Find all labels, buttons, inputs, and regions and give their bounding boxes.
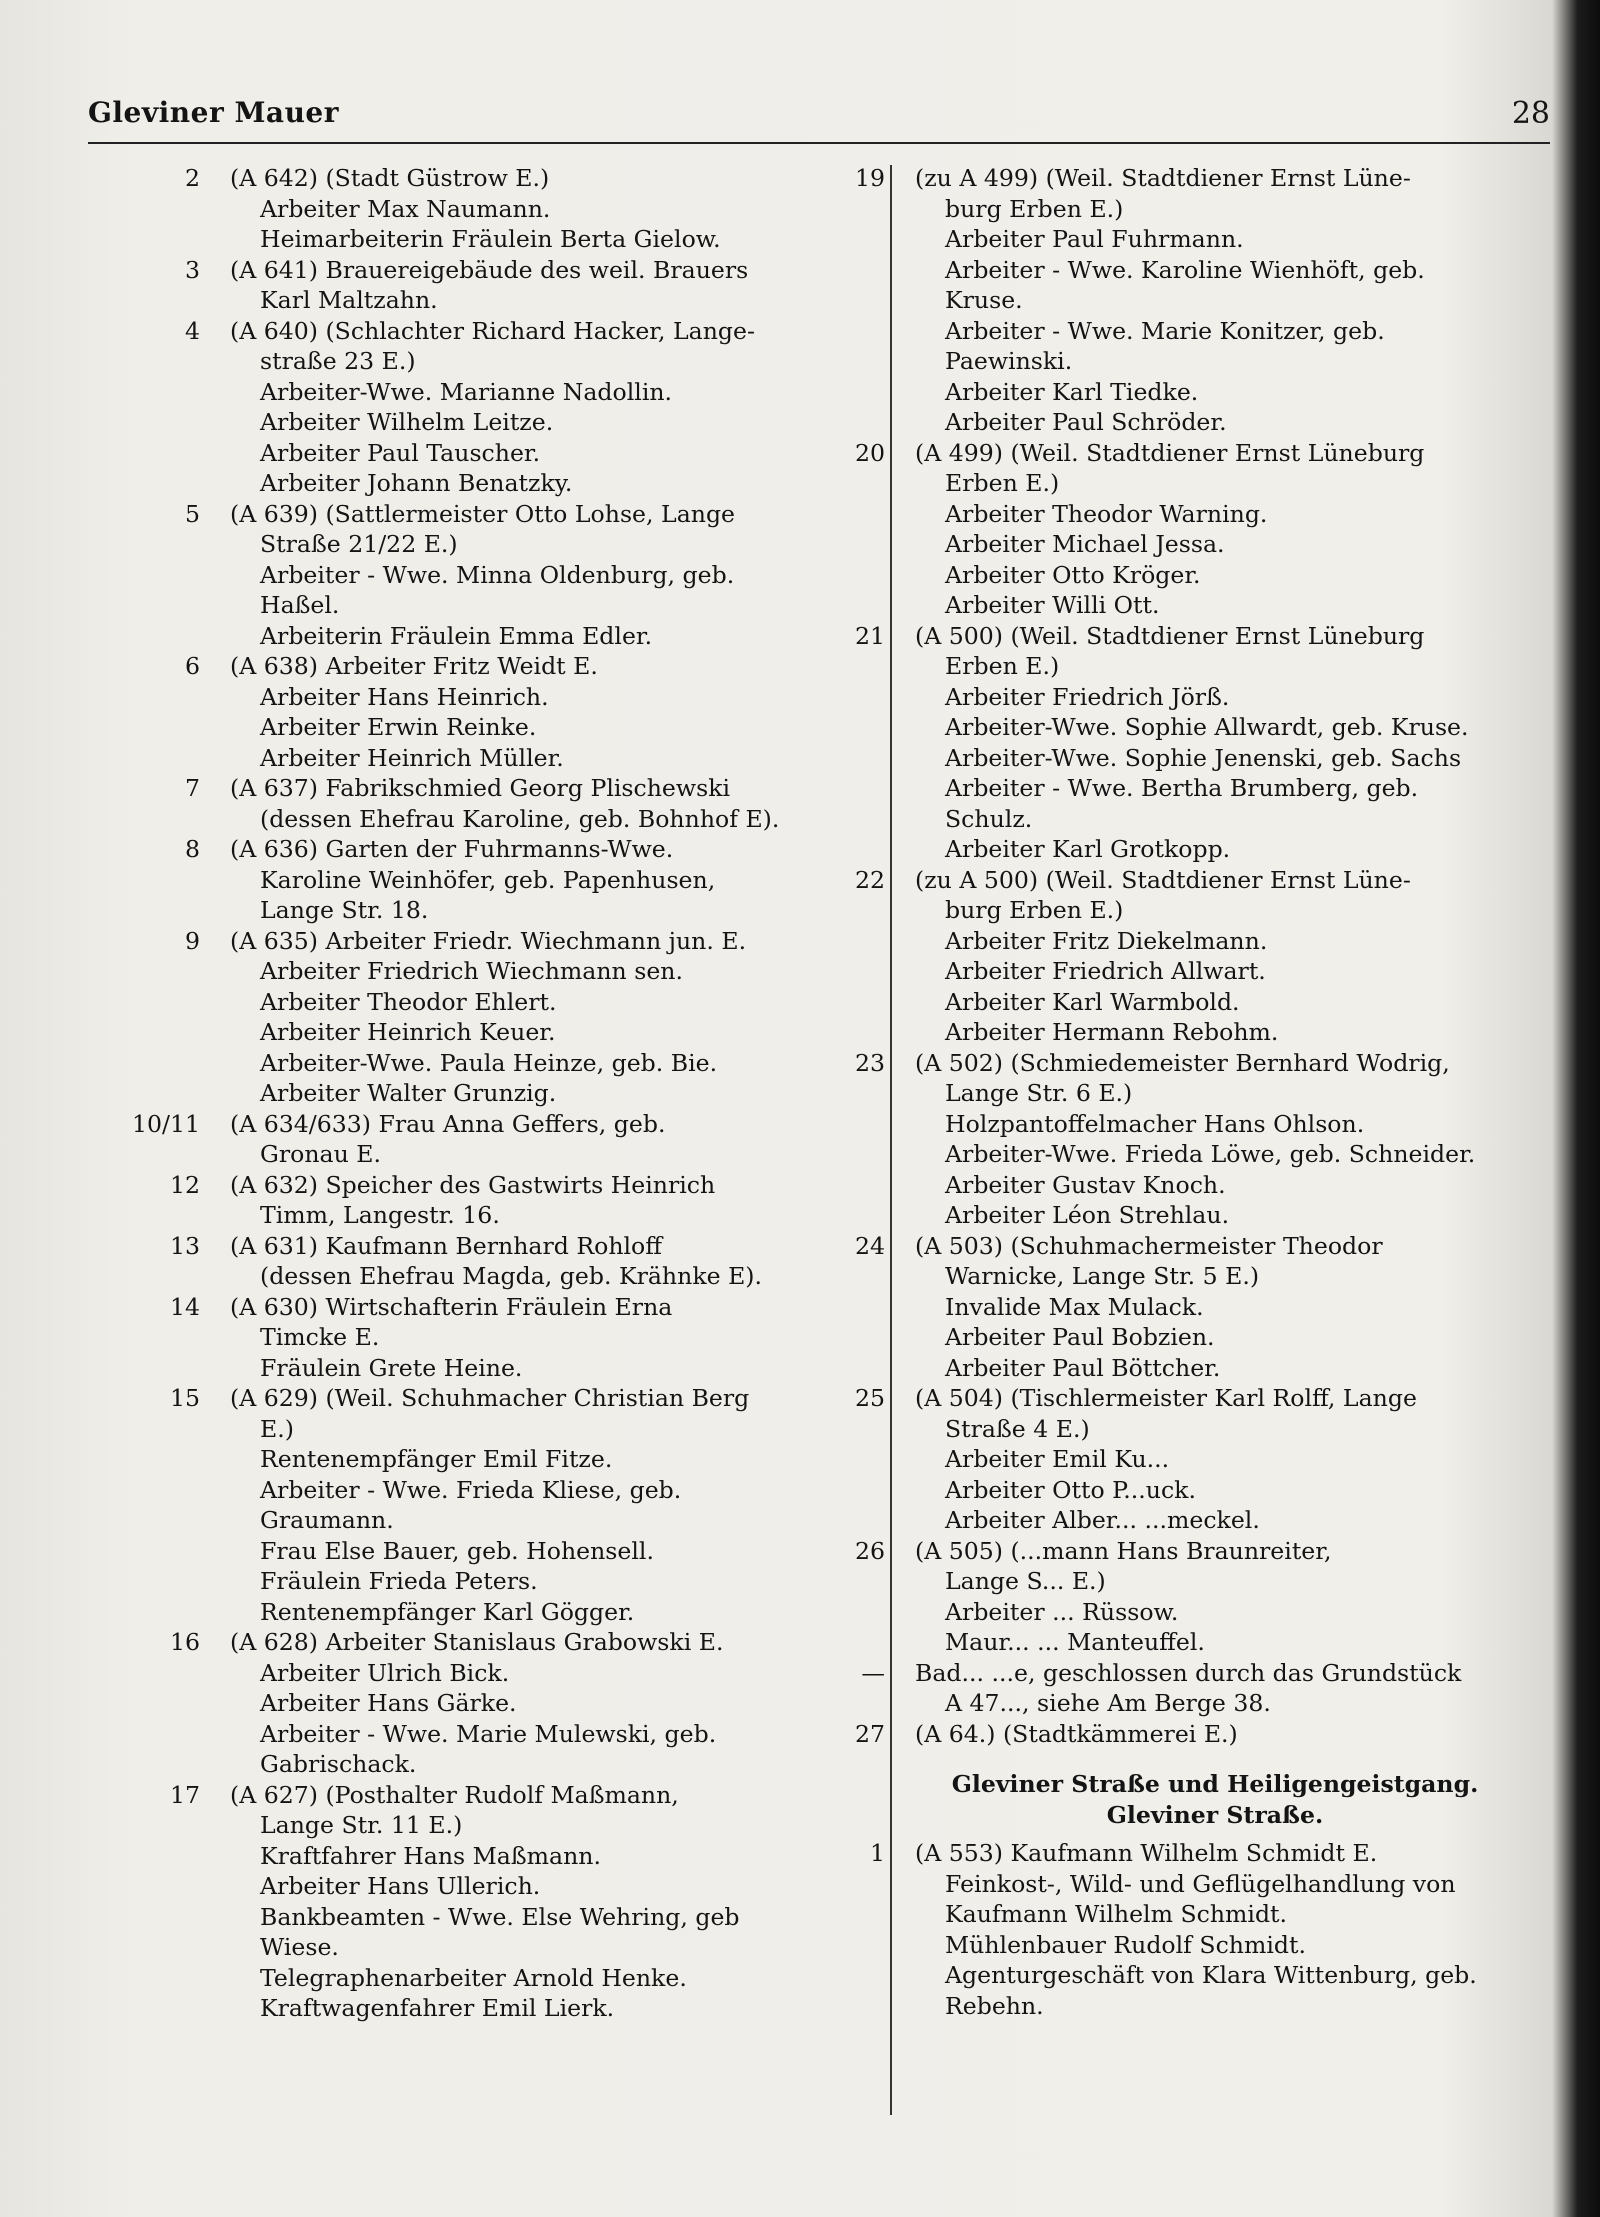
entry-line: Rebehn. bbox=[945, 1991, 1044, 2020]
entry-line: Arbeiter Friedrich Jörß. bbox=[945, 682, 1230, 711]
house-number: 14 bbox=[169, 1292, 200, 1321]
right-column-entries bbox=[854, 163, 1555, 1749]
entry-line: Invalide Max Mulack. bbox=[945, 1292, 1204, 1321]
entry-first-line: (A 505) (...mann Hans Braunreiter, bbox=[915, 1536, 1332, 1565]
directory-entry bbox=[854, 1719, 1555, 1750]
entry-line: Arbeiter Hans Gärke. bbox=[260, 1689, 517, 1717]
entry-line: Arbeiter Walter Grunzig. bbox=[260, 1079, 557, 1107]
entry-line: Warnicke, Lange Str. 5 E.) bbox=[945, 1262, 1260, 1290]
entry-line: Fräulein Grete Heine. bbox=[260, 1353, 523, 1382]
entry-line: Gronau E. bbox=[260, 1140, 382, 1168]
entry-line: Arbeiter Hermann Rebohm. bbox=[945, 1018, 1279, 1046]
entry-line: Timcke E. bbox=[260, 1323, 380, 1351]
house-number: 3 bbox=[184, 255, 200, 284]
entry-line: Arbeiter - Wwe. Marie Mulewski, geb. bbox=[260, 1719, 717, 1748]
page-number: 28 bbox=[1511, 96, 1550, 131]
directory-entry bbox=[169, 1292, 890, 1384]
directory-entry bbox=[854, 1231, 1555, 1384]
directory-entry bbox=[854, 1383, 1555, 1536]
house-number: 8 bbox=[184, 835, 200, 863]
entry-line: Arbeiter Wilhelm Leitze. bbox=[260, 408, 554, 436]
entry-line: Arbeiter - Wwe. Frieda Kliese, geb. bbox=[260, 1475, 682, 1504]
house-number: 16 bbox=[169, 1628, 200, 1656]
entry-line: Arbeiter - Wwe. Minna Oldenburg, geb. bbox=[260, 560, 735, 589]
entry-first-line: (A 636) Garten der Fuhrmanns-Wwe. bbox=[230, 835, 674, 863]
entry-first-line: (A 627) (Posthalter Rudolf Maßmann, bbox=[230, 1780, 679, 1809]
directory-entry bbox=[184, 926, 890, 1109]
entry-line: straße 23 E.) bbox=[260, 347, 416, 375]
entry-line: Arbeiter Theodor Warning. bbox=[945, 499, 1268, 528]
entry-first-line: (A 632) Speicher des Gastwirts Heinrich bbox=[230, 1170, 716, 1199]
entry-first-line: (A 641) Brauereigebäude des weil. Brauers bbox=[230, 255, 749, 284]
entry-line: Paewinski. bbox=[945, 347, 1073, 375]
directory-entry bbox=[854, 621, 1555, 865]
entry-line: Arbeiter Friedrich Allwart. bbox=[945, 957, 1266, 985]
entry-first-line: (A 553) Kaufmann Wilhelm Schmidt E. bbox=[915, 1839, 1378, 1867]
entry-line: Arbeiter Léon Strehlau. bbox=[945, 1201, 1230, 1229]
directory-entry bbox=[169, 1383, 890, 1627]
entry-line: Erben E.) bbox=[945, 469, 1060, 497]
entry-first-line: (A 500) (Weil. Stadtdiener Ernst Lüneburg bbox=[915, 621, 1425, 650]
entry-first-line: (A 640) (Schlachter Richard Hacker, Lange- bbox=[230, 316, 755, 345]
house-number: 10/11 bbox=[132, 1109, 200, 1138]
entry-line: Arbeiter-Wwe. Paula Heinze, geb. Bie. bbox=[260, 1048, 718, 1077]
house-number: 19 bbox=[854, 164, 885, 192]
entry-line: Straße 21/22 E.) bbox=[260, 530, 458, 558]
entry-line: Arbeiter Emil Ku... bbox=[945, 1445, 1170, 1473]
entry-line: Arbeiter Michael Jessa. bbox=[945, 530, 1225, 558]
directory-entry bbox=[169, 1627, 890, 1780]
entry-line: Arbeiter-Wwe. Sophie Jenenski, geb. Sachs bbox=[945, 743, 1462, 772]
entry-line: Arbeiter Paul Fuhrmann. bbox=[945, 225, 1244, 253]
entry-line: Arbeiter Hans Ullerich. bbox=[260, 1872, 541, 1900]
entry-line: Arbeiter-Wwe. Frieda Löwe, geb. Schneider. bbox=[945, 1140, 1476, 1168]
entry-first-line: (A 631) Kaufmann Bernhard Rohloff bbox=[230, 1231, 663, 1260]
section-subheading: Gleviner Straße. bbox=[1106, 1800, 1324, 1829]
entry-line: Fräulein Frieda Peters. bbox=[260, 1567, 538, 1595]
house-number: 15 bbox=[169, 1384, 200, 1412]
entry-line: Arbeiter Heinrich Keuer. bbox=[260, 1018, 556, 1046]
entry-line: Agenturgeschäft von Klara Wittenburg, geb. bbox=[945, 1961, 1477, 1989]
entry-line: Arbeiter-Wwe. Marianne Nadollin. bbox=[260, 377, 673, 406]
entry-first-line: (A 628) Arbeiter Stanislaus Grabowski E. bbox=[230, 1628, 724, 1656]
entry-line: A 47..., siehe Am Berge 38. bbox=[945, 1689, 1271, 1717]
entry-line: Straße 4 E.) bbox=[945, 1414, 1090, 1443]
entry-line: burg Erben E.) bbox=[945, 896, 1124, 924]
entry-first-line: (A 637) Fabrikschmied Georg Plischewski bbox=[230, 774, 731, 802]
entry-line: Feinkost-, Wild- und Geflügelhandlung von bbox=[945, 1869, 1456, 1898]
entry-line: Arbeiter Paul Tauscher. bbox=[260, 438, 541, 467]
entry-line: Rentenempfänger Karl Gögger. bbox=[260, 1597, 635, 1626]
entry-line: E.) bbox=[260, 1414, 294, 1443]
entry-line: Mühlenbauer Rudolf Schmidt. bbox=[945, 1930, 1306, 1959]
directory-entry bbox=[854, 865, 1555, 1048]
directory-entry bbox=[861, 1658, 1555, 1719]
entry-first-line: (A 630) Wirtschafterin Fräulein Erna bbox=[230, 1292, 673, 1321]
entry-line: Gabrischack. bbox=[260, 1750, 417, 1778]
entry-first-line: (A 629) (Weil. Schuhmacher Christian Berg bbox=[230, 1384, 750, 1412]
entry-line: (dessen Ehefrau Karoline, geb. Bohnhof E). bbox=[260, 804, 780, 833]
section-heading: Gleviner Straße und Heiligengeistgang. bbox=[951, 1770, 1479, 1798]
entry-line: Bankbeamten - Wwe. Else Wehring, geb bbox=[260, 1902, 740, 1931]
directory-entry bbox=[184, 651, 890, 773]
house-number: 9 bbox=[184, 926, 200, 955]
entry-line: (dessen Ehefrau Magda, geb. Krähnke E). bbox=[260, 1262, 763, 1290]
directory-entry bbox=[854, 438, 1555, 621]
directory-entry bbox=[169, 1780, 890, 2024]
entry-line: Arbeiter Karl Warmbold. bbox=[945, 987, 1240, 1016]
entry-line: Arbeiter Heinrich Müller. bbox=[260, 743, 564, 772]
entry-first-line: (A 503) (Schuhmachermeister Theodor bbox=[915, 1231, 1383, 1260]
directory-entry bbox=[854, 1048, 1555, 1231]
entry-line: Holzpantoffelmacher Hans Ohlson. bbox=[945, 1109, 1365, 1138]
entry-first-line: (A 504) (Tischlermeister Karl Rolff, Lange bbox=[915, 1384, 1417, 1412]
entry-line: Haßel. bbox=[260, 591, 340, 619]
entry-line: Arbeiter-Wwe. Sophie Allwardt, geb. Kruse. bbox=[945, 713, 1469, 741]
house-number: 25 bbox=[854, 1384, 885, 1412]
section-entries bbox=[869, 1838, 1555, 2021]
house-number: 5 bbox=[184, 499, 200, 528]
entry-line: Arbeiter - Wwe. Karoline Wienhöft, geb. bbox=[945, 255, 1425, 284]
entry-line: Karoline Weinhöfer, geb. Papenhusen, bbox=[260, 865, 716, 894]
entry-line: Arbeiter Otto Kröger. bbox=[945, 560, 1201, 589]
entry-line: Kraftfahrer Hans Maßmann. bbox=[260, 1841, 601, 1870]
house-number: 1 bbox=[869, 1839, 885, 1867]
house-number: 27 bbox=[854, 1719, 885, 1748]
running-head: Gleviner Mauer bbox=[88, 96, 340, 129]
entry-line: Wiese. bbox=[260, 1933, 339, 1961]
entry-line: Arbeiter Gustav Knoch. bbox=[945, 1170, 1226, 1199]
entry-line: Arbeiter Ulrich Bick. bbox=[260, 1658, 510, 1687]
directory-entry bbox=[854, 1536, 1555, 1658]
entry-line: Arbeiter Karl Tiedke. bbox=[945, 377, 1199, 406]
entry-line: Rentenempfänger Emil Fitze. bbox=[260, 1445, 613, 1473]
house-number: 13 bbox=[169, 1231, 200, 1260]
entry-line: Arbeiter Max Naumann. bbox=[260, 194, 551, 223]
house-number: 26 bbox=[854, 1536, 885, 1565]
house-number: 24 bbox=[854, 1231, 885, 1260]
entry-line: Arbeiter - Wwe. Marie Konitzer, geb. bbox=[945, 316, 1385, 345]
entry-line: Schulz. bbox=[945, 804, 1033, 833]
entry-line: Maur... ... Manteuffel. bbox=[945, 1628, 1205, 1656]
entry-line: Lange Str. 6 E.) bbox=[945, 1079, 1133, 1107]
entry-line: Lange S... E.) bbox=[945, 1567, 1106, 1595]
house-number: 22 bbox=[854, 865, 885, 894]
entry-line: Arbeiter Karl Grotkopp. bbox=[945, 835, 1231, 863]
entry-line: burg Erben E.) bbox=[945, 194, 1124, 223]
right-column bbox=[854, 163, 1555, 2021]
directory-entry bbox=[132, 1109, 890, 1170]
entry-line: Karl Maltzahn. bbox=[260, 286, 438, 314]
entry-line: Arbeiter Alber... ...meckel. bbox=[945, 1506, 1260, 1534]
entry-line: Arbeiter Friedrich Wiechmann sen. bbox=[260, 957, 683, 985]
entry-line: Arbeiter - Wwe. Bertha Brumberg, geb. bbox=[945, 774, 1419, 802]
entry-line: Arbeiter Otto P...uck. bbox=[945, 1475, 1196, 1504]
page-header bbox=[88, 92, 1550, 144]
house-number: 7 bbox=[184, 774, 200, 802]
entry-first-line: (A 638) Arbeiter Fritz Weidt E. bbox=[230, 652, 598, 680]
entry-line: Arbeiter Fritz Diekelmann. bbox=[945, 926, 1268, 955]
entry-line: Kruse. bbox=[945, 286, 1023, 314]
house-number: 20 bbox=[854, 438, 885, 467]
entry-first-line: (A 64.) (Stadtkämmerei E.) bbox=[915, 1719, 1238, 1748]
entry-line: Arbeiter Johann Benatzky. bbox=[260, 469, 573, 497]
entry-first-line: (A 639) (Sattlermeister Otto Lohse, Lange bbox=[230, 499, 736, 528]
entry-line: Telegraphenarbeiter Arnold Henke. bbox=[260, 1963, 687, 1992]
entry-line: Graumann. bbox=[260, 1506, 394, 1534]
entry-line: Lange Str. 18. bbox=[260, 896, 429, 924]
directory-entry bbox=[184, 255, 890, 316]
entry-line: Erben E.) bbox=[945, 652, 1060, 680]
entry-line: Arbeiter Theodor Ehlert. bbox=[260, 987, 557, 1016]
entry-line: Lange Str. 11 E.) bbox=[260, 1811, 463, 1839]
entry-first-line: (A 642) (Stadt Güstrow E.) bbox=[230, 164, 550, 192]
entry-line: Arbeiter Willi Ott. bbox=[945, 591, 1160, 619]
entry-line: Kraftwagenfahrer Emil Lierk. bbox=[260, 1994, 615, 2022]
entry-line: Arbeiter Paul Bobzien. bbox=[945, 1323, 1215, 1351]
entry-line: Arbeiter Erwin Reinke. bbox=[260, 713, 537, 741]
entry-line: Kaufmann Wilhelm Schmidt. bbox=[945, 1900, 1288, 1928]
entry-first-line: (A 635) Arbeiter Friedr. Wiechmann jun. E. bbox=[230, 926, 747, 955]
house-number: 17 bbox=[169, 1780, 200, 1809]
entry-first-line: (A 502) (Schmiedemeister Bernhard Wodrig, bbox=[915, 1048, 1450, 1077]
house-number: 23 bbox=[854, 1048, 885, 1077]
house-number: 6 bbox=[184, 652, 200, 680]
directory-entry bbox=[869, 1838, 1555, 2021]
entry-line: Arbeiter Paul Böttcher. bbox=[945, 1353, 1221, 1382]
entry-line: Timm, Langestr. 16. bbox=[260, 1201, 500, 1229]
entry-line: Arbeiterin Fräulein Emma Edler. bbox=[260, 621, 653, 650]
directory-entry bbox=[854, 163, 1555, 438]
house-number: 12 bbox=[169, 1170, 200, 1199]
entry-line: Heimarbeiterin Fräulein Berta Gielow. bbox=[260, 225, 721, 253]
entry-first-line: (zu A 500) (Weil. Stadtdiener Ernst Lüne- bbox=[915, 865, 1411, 894]
house-number: 2 bbox=[184, 164, 200, 192]
entry-first-line: (zu A 499) (Weil. Stadtdiener Ernst Lüne- bbox=[915, 164, 1411, 192]
entry-line: Arbeiter Paul Schröder. bbox=[945, 408, 1227, 436]
entry-line: Arbeiter ... Rüssow. bbox=[945, 1597, 1179, 1626]
entry-first-line: Bad... ...e, geschlossen durch das Grundstück bbox=[915, 1658, 1462, 1687]
house-number: — bbox=[861, 1658, 885, 1687]
entry-line: Arbeiter Hans Heinrich. bbox=[260, 682, 549, 711]
directory-entry bbox=[169, 1170, 890, 1231]
entry-line: Frau Else Bauer, geb. Hohensell. bbox=[260, 1536, 654, 1565]
directory-entry bbox=[184, 316, 890, 499]
directory-entry bbox=[184, 773, 890, 834]
house-number: 21 bbox=[854, 621, 885, 650]
entry-first-line: (A 634/633) Frau Anna Geffers, geb. bbox=[230, 1109, 666, 1138]
entry-first-line: (A 499) (Weil. Stadtdiener Ernst Lüneburg bbox=[915, 438, 1425, 467]
house-number: 4 bbox=[184, 316, 200, 345]
